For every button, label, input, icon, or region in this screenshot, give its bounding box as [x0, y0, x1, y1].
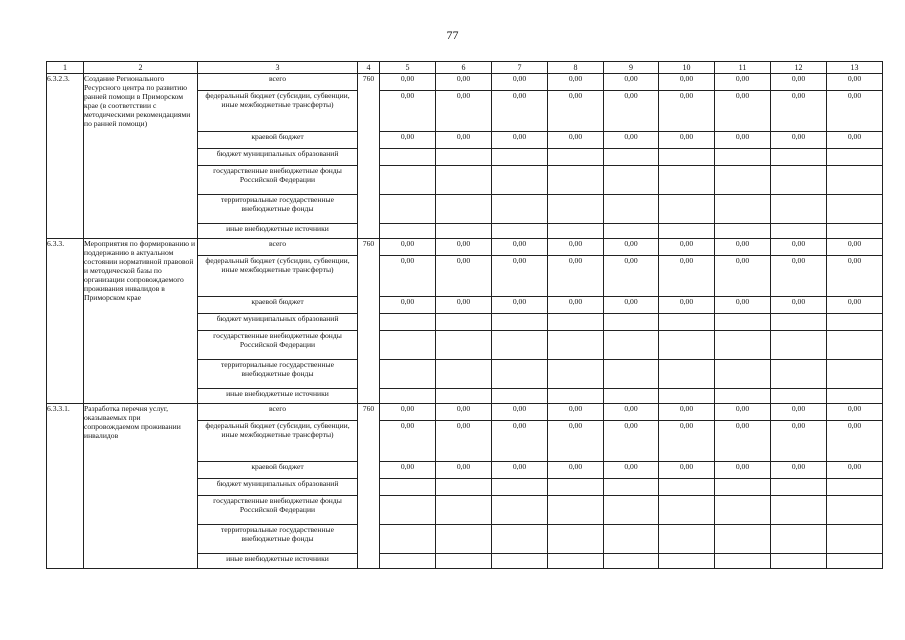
amount-cell	[604, 496, 659, 525]
amount-cell	[771, 389, 827, 404]
amount-cell	[380, 360, 436, 389]
amount-cell	[436, 360, 492, 389]
amount-cell	[715, 525, 771, 554]
amount-cell	[659, 525, 715, 554]
amount-cell	[715, 389, 771, 404]
column-header: 5	[380, 62, 436, 74]
item-code: 6.3.3.	[47, 239, 84, 404]
amount-cell	[827, 554, 883, 569]
amount-cell: 0,00	[548, 404, 604, 421]
amount-cell	[604, 525, 659, 554]
amount-cell	[659, 496, 715, 525]
funding-source: бюджет муниципальных образований	[198, 479, 358, 496]
table-row	[47, 404, 883, 421]
amount-cell	[715, 149, 771, 166]
amount-cell: 0,00	[604, 462, 659, 479]
amount-cell: 0,00	[827, 462, 883, 479]
amount-cell	[659, 389, 715, 404]
amount-cell	[715, 224, 771, 239]
funding-source: территориальные государственные внебюджетные фонды	[198, 525, 358, 554]
amount-cell	[548, 195, 604, 224]
amount-cell	[659, 195, 715, 224]
amount-cell	[548, 314, 604, 331]
column-4-value: 760	[358, 74, 380, 239]
amount-cell: 0,00	[659, 297, 715, 314]
amount-cell	[380, 525, 436, 554]
amount-cell	[771, 525, 827, 554]
funding-source: бюджет муниципальных образований	[198, 314, 358, 331]
amount-cell	[380, 331, 436, 360]
amount-cell: 0,00	[771, 297, 827, 314]
amount-cell: 0,00	[380, 132, 436, 149]
amount-cell	[436, 149, 492, 166]
column-header: 9	[604, 62, 659, 74]
amount-cell: 0,00	[436, 297, 492, 314]
column-header: 10	[659, 62, 715, 74]
funding-source: всего	[198, 404, 358, 421]
amount-cell: 0,00	[771, 74, 827, 91]
funding-source: краевой бюджет	[198, 297, 358, 314]
amount-cell	[492, 166, 548, 195]
amount-cell	[771, 224, 827, 239]
amount-cell: 0,00	[827, 74, 883, 91]
amount-cell: 0,00	[604, 132, 659, 149]
amount-cell	[715, 496, 771, 525]
amount-cell	[548, 166, 604, 195]
amount-cell	[548, 525, 604, 554]
amount-cell	[827, 195, 883, 224]
amount-cell: 0,00	[827, 297, 883, 314]
amount-cell	[492, 479, 548, 496]
column-header: 12	[771, 62, 827, 74]
amount-cell	[827, 525, 883, 554]
amount-cell	[604, 149, 659, 166]
item-code: 6.3.3.1.	[47, 404, 84, 569]
amount-cell	[548, 389, 604, 404]
column-4-value: 760	[358, 239, 380, 404]
amount-cell	[827, 314, 883, 331]
amount-cell: 0,00	[771, 404, 827, 421]
amount-cell	[659, 479, 715, 496]
amount-cell	[492, 554, 548, 569]
amount-cell: 0,00	[380, 462, 436, 479]
amount-cell: 0,00	[604, 421, 659, 462]
amount-cell: 0,00	[715, 421, 771, 462]
amount-cell: 0,00	[380, 421, 436, 462]
amount-cell: 0,00	[548, 421, 604, 462]
amount-cell: 0,00	[827, 239, 883, 256]
amount-cell	[436, 314, 492, 331]
amount-cell	[771, 195, 827, 224]
amount-cell: 0,00	[548, 462, 604, 479]
amount-cell	[827, 360, 883, 389]
amount-cell	[715, 195, 771, 224]
amount-cell: 0,00	[827, 132, 883, 149]
amount-cell	[492, 314, 548, 331]
amount-cell: 0,00	[659, 132, 715, 149]
amount-cell	[380, 224, 436, 239]
amount-cell	[659, 166, 715, 195]
amount-cell	[380, 195, 436, 224]
amount-cell: 0,00	[548, 91, 604, 132]
amount-cell: 0,00	[827, 91, 883, 132]
amount-cell	[659, 554, 715, 569]
amount-cell	[548, 224, 604, 239]
amount-cell	[715, 166, 771, 195]
amount-cell: 0,00	[771, 239, 827, 256]
amount-cell	[436, 554, 492, 569]
amount-cell	[827, 166, 883, 195]
column-header: 4	[358, 62, 380, 74]
funding-source: краевой бюджет	[198, 132, 358, 149]
amount-cell	[604, 195, 659, 224]
amount-cell: 0,00	[659, 256, 715, 297]
amount-cell	[659, 149, 715, 166]
amount-cell	[548, 360, 604, 389]
item-name: Мероприятия по формированию и поддержанию в актуальном состоянии нормативной правовой и методической базы по организации сопровождаемого проживания инвалидов в Приморском крае	[84, 239, 198, 404]
amount-cell	[436, 195, 492, 224]
column-header: 8	[548, 62, 604, 74]
amount-cell	[771, 496, 827, 525]
amount-cell: 0,00	[604, 74, 659, 91]
amount-cell: 0,00	[492, 74, 548, 91]
column-header: 6	[436, 62, 492, 74]
funding-source: государственные внебюджетные фонды Российской Федерации	[198, 166, 358, 195]
amount-cell: 0,00	[771, 421, 827, 462]
amount-cell: 0,00	[715, 239, 771, 256]
amount-cell	[492, 496, 548, 525]
amount-cell	[659, 360, 715, 389]
amount-cell	[604, 224, 659, 239]
page-number: 77	[446, 28, 459, 42]
funding-source: всего	[198, 74, 358, 91]
amount-cell: 0,00	[380, 74, 436, 91]
amount-cell: 0,00	[380, 239, 436, 256]
amount-cell	[548, 331, 604, 360]
amount-cell	[436, 525, 492, 554]
funding-source: всего	[198, 239, 358, 256]
amount-cell	[659, 314, 715, 331]
amount-cell	[827, 496, 883, 525]
amount-cell: 0,00	[492, 239, 548, 256]
item-name: Разработка перечня услуг, оказываемых при сопровождаемом проживании инвалидов	[84, 404, 198, 569]
amount-cell	[771, 149, 827, 166]
amount-cell: 0,00	[548, 297, 604, 314]
amount-cell: 0,00	[771, 132, 827, 149]
column-4-value: 760	[358, 404, 380, 569]
amount-cell: 0,00	[436, 256, 492, 297]
amount-cell	[436, 224, 492, 239]
funding-source: иные внебюджетные источники	[198, 389, 358, 404]
amount-cell	[436, 496, 492, 525]
amount-cell	[492, 525, 548, 554]
amount-cell	[380, 149, 436, 166]
amount-cell: 0,00	[380, 256, 436, 297]
amount-cell: 0,00	[604, 256, 659, 297]
amount-cell	[827, 331, 883, 360]
item-code: 6.3.2.3.	[47, 74, 84, 239]
column-header: 13	[827, 62, 883, 74]
amount-cell: 0,00	[827, 256, 883, 297]
funding-source: иные внебюджетные источники	[198, 224, 358, 239]
amount-cell: 0,00	[548, 256, 604, 297]
amount-cell	[548, 554, 604, 569]
amount-cell: 0,00	[548, 74, 604, 91]
funding-source: территориальные государственные внебюджетные фонды	[198, 195, 358, 224]
amount-cell	[548, 479, 604, 496]
amount-cell	[771, 331, 827, 360]
column-header: 3	[198, 62, 358, 74]
amount-cell: 0,00	[715, 404, 771, 421]
amount-cell: 0,00	[771, 256, 827, 297]
amount-cell	[771, 554, 827, 569]
funding-source: государственные внебюджетные фонды Российской Федерации	[198, 331, 358, 360]
amount-cell	[604, 479, 659, 496]
amount-cell: 0,00	[827, 404, 883, 421]
amount-cell	[604, 554, 659, 569]
amount-cell: 0,00	[436, 421, 492, 462]
amount-cell	[436, 166, 492, 195]
amount-cell: 0,00	[771, 91, 827, 132]
amount-cell	[715, 314, 771, 331]
amount-cell: 0,00	[659, 404, 715, 421]
budget-table	[46, 61, 883, 569]
table-row	[47, 74, 883, 91]
amount-cell: 0,00	[604, 239, 659, 256]
amount-cell	[827, 224, 883, 239]
funding-source: краевой бюджет	[198, 462, 358, 479]
amount-cell: 0,00	[436, 239, 492, 256]
amount-cell	[492, 224, 548, 239]
amount-cell	[771, 166, 827, 195]
amount-cell	[492, 389, 548, 404]
amount-cell: 0,00	[380, 91, 436, 132]
amount-cell: 0,00	[659, 239, 715, 256]
amount-cell: 0,00	[492, 297, 548, 314]
amount-cell	[771, 360, 827, 389]
amount-cell	[380, 166, 436, 195]
amount-cell: 0,00	[492, 421, 548, 462]
amount-cell: 0,00	[659, 421, 715, 462]
amount-cell	[380, 554, 436, 569]
amount-cell: 0,00	[715, 74, 771, 91]
amount-cell	[771, 314, 827, 331]
amount-cell	[436, 479, 492, 496]
amount-cell: 0,00	[604, 404, 659, 421]
amount-cell: 0,00	[436, 74, 492, 91]
funding-source: территориальные государственные внебюджетные фонды	[198, 360, 358, 389]
amount-cell: 0,00	[492, 91, 548, 132]
amount-cell: 0,00	[436, 91, 492, 132]
amount-cell	[436, 389, 492, 404]
amount-cell: 0,00	[492, 462, 548, 479]
amount-cell	[827, 389, 883, 404]
amount-cell	[715, 479, 771, 496]
amount-cell	[380, 496, 436, 525]
amount-cell	[715, 554, 771, 569]
amount-cell: 0,00	[715, 256, 771, 297]
amount-cell: 0,00	[492, 256, 548, 297]
amount-cell	[492, 331, 548, 360]
amount-cell: 0,00	[715, 462, 771, 479]
funding-source: иные внебюджетные источники	[198, 554, 358, 569]
amount-cell	[715, 360, 771, 389]
amount-cell	[715, 331, 771, 360]
amount-cell: 0,00	[548, 132, 604, 149]
amount-cell	[604, 360, 659, 389]
funding-source: федеральный бюджет (субсидии, субвенции, иные межбюджетные трансферты)	[198, 421, 358, 462]
funding-source: государственные внебюджетные фонды Российской Федерации	[198, 496, 358, 525]
amount-cell: 0,00	[380, 404, 436, 421]
amount-cell	[604, 389, 659, 404]
amount-cell: 0,00	[827, 421, 883, 462]
column-header: 1	[47, 62, 84, 74]
amount-cell: 0,00	[380, 297, 436, 314]
amount-cell	[492, 195, 548, 224]
amount-cell	[659, 331, 715, 360]
amount-cell: 0,00	[771, 462, 827, 479]
funding-source: федеральный бюджет (субсидии, субвенции, иные межбюджетные трансферты)	[198, 91, 358, 132]
amount-cell: 0,00	[436, 404, 492, 421]
column-header: 7	[492, 62, 548, 74]
amount-cell: 0,00	[715, 297, 771, 314]
amount-cell: 0,00	[492, 132, 548, 149]
amount-cell: 0,00	[715, 132, 771, 149]
amount-cell: 0,00	[715, 91, 771, 132]
item-name: Создание Регионального Ресурсного центра по развитию ранней помощи в Приморском крае (в соответствии с методическими рекомендациями по ранней помощи)	[84, 74, 198, 239]
amount-cell: 0,00	[436, 462, 492, 479]
amount-cell	[548, 496, 604, 525]
amount-cell	[492, 360, 548, 389]
amount-cell: 0,00	[436, 132, 492, 149]
amount-cell	[380, 479, 436, 496]
amount-cell: 0,00	[659, 462, 715, 479]
amount-cell	[380, 389, 436, 404]
column-header: 2	[84, 62, 198, 74]
amount-cell: 0,00	[659, 91, 715, 132]
amount-cell	[548, 149, 604, 166]
amount-cell	[380, 314, 436, 331]
amount-cell	[827, 149, 883, 166]
amount-cell: 0,00	[492, 404, 548, 421]
amount-cell	[604, 331, 659, 360]
amount-cell	[827, 479, 883, 496]
column-header: 11	[715, 62, 771, 74]
amount-cell: 0,00	[604, 297, 659, 314]
amount-cell	[492, 149, 548, 166]
header-row	[47, 62, 883, 74]
amount-cell	[604, 314, 659, 331]
funding-source: федеральный бюджет (субсидии, субвенции, иные межбюджетные трансферты)	[198, 256, 358, 297]
amount-cell	[659, 224, 715, 239]
amount-cell: 0,00	[548, 239, 604, 256]
amount-cell	[771, 479, 827, 496]
amount-cell	[604, 166, 659, 195]
funding-source: бюджет муниципальных образований	[198, 149, 358, 166]
amount-cell: 0,00	[659, 74, 715, 91]
amount-cell: 0,00	[604, 91, 659, 132]
amount-cell	[436, 331, 492, 360]
table-row	[47, 239, 883, 256]
